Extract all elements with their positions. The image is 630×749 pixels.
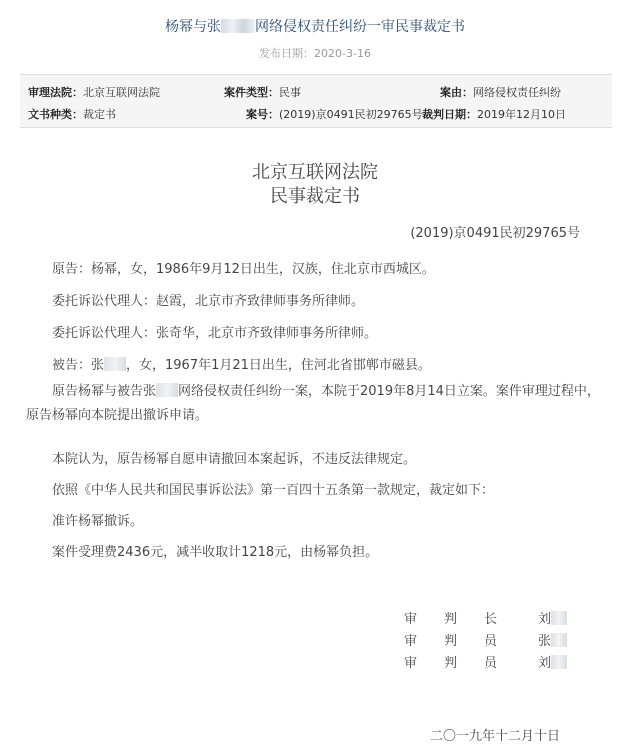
paragraph-fees: 案件受理费2436元，减半收取计1218元，由杨幂负担。 xyxy=(52,545,379,560)
meta-judge-date xyxy=(422,106,566,122)
meta-court xyxy=(28,84,160,100)
sign-date: 二〇一九年十二月十日 xyxy=(430,729,561,744)
summary-prefix: 原告杨幂与被告张 xyxy=(52,384,157,399)
meta-doc-type-value: 裁定书 xyxy=(83,108,116,121)
meta-case-no xyxy=(246,106,423,122)
judge-name-text: 张 xyxy=(538,634,552,649)
judge-row-3 xyxy=(404,652,552,671)
paragraph-case-summary xyxy=(26,380,612,428)
redacted-name-blur xyxy=(156,383,178,397)
paragraph-legal-basis: 依照《中华人民共和国民事诉讼法》第一百四十五条第一款规定，裁定如下： xyxy=(52,483,495,498)
redacted-name-blur xyxy=(221,19,255,33)
redacted-name-blur xyxy=(551,655,567,669)
title-suffix: 网络侵权责任纠纷一审民事裁定书 xyxy=(255,19,465,35)
redacted-name-blur xyxy=(104,357,126,371)
meta-cause xyxy=(440,84,561,100)
meta-case-no-label: 案号： xyxy=(246,108,279,121)
meta-case-type-label: 案件类型： xyxy=(224,86,279,99)
publish-date: 发布日期：2020-3-16 xyxy=(259,47,371,60)
defendant-suffix: ，女，1967年1月21日出生，住河北省邯郸市磁县。 xyxy=(126,358,431,373)
paragraph-court-opinion: 本院认为，原告杨幂自愿申请撤回本案起诉，不违反法律规定。 xyxy=(52,452,417,467)
meta-doc-type-label: 文书种类： xyxy=(28,108,83,121)
judge-role-char: 审 xyxy=(404,656,418,671)
judge-name xyxy=(538,652,567,671)
doc-title-heading: 民事裁定书 xyxy=(270,186,360,207)
paragraph-plaintiff: 原告：杨幂，女，1986年9月12日出生，汉族，住北京市西城区。 xyxy=(52,262,435,277)
judge-name-text: 刘 xyxy=(538,612,552,627)
judge-role-char: 审 xyxy=(404,634,418,649)
defendant-prefix: 被告：张 xyxy=(52,358,105,373)
judge-role-char: 判 xyxy=(444,656,458,671)
judge-role-char: 审 xyxy=(404,612,418,627)
case-number: (2019)京0491民初29765号 xyxy=(410,226,580,241)
meta-judge-date-value: 2019年12月10日 xyxy=(477,108,566,121)
document-title xyxy=(0,16,630,36)
paragraph-defendant xyxy=(52,354,612,373)
meta-court-value: 北京互联网法院 xyxy=(83,86,160,99)
meta-cause-value: 网络侵权责任纠纷 xyxy=(473,86,561,99)
judge-row-2 xyxy=(404,630,552,649)
meta-doc-type xyxy=(28,106,116,122)
meta-cause-label: 案由： xyxy=(440,86,473,99)
meta-judge-date-label: 裁判日期： xyxy=(422,108,477,121)
meta-case-type xyxy=(224,84,301,100)
title-prefix: 杨幂与张 xyxy=(165,19,221,35)
redacted-name-blur xyxy=(551,633,567,647)
judge-name xyxy=(538,608,567,627)
judge-name xyxy=(538,630,567,649)
meta-case-no-value: (2019)京0491民初29765号 xyxy=(279,108,423,121)
paragraph-agent-1: 委托诉讼代理人：赵霞，北京市齐致律师事务所律师。 xyxy=(52,294,365,309)
judge-row-presiding xyxy=(404,608,552,627)
paragraph-agent-2: 委托诉讼代理人：张奇华，北京市齐致律师事务所律师。 xyxy=(52,326,378,341)
case-meta-panel xyxy=(20,74,612,128)
judge-name-text: 刘 xyxy=(538,656,552,671)
court-name-heading: 北京互联网法院 xyxy=(252,162,378,183)
meta-court-label: 审理法院： xyxy=(28,86,83,99)
meta-case-type-value: 民事 xyxy=(279,86,301,99)
judge-role-char: 员 xyxy=(484,634,498,649)
paragraph-ruling: 准许杨幂撤诉。 xyxy=(52,514,144,529)
judge-role-char: 判 xyxy=(444,612,458,627)
summary-suffix: 网络侵权责任纠纷一案，本院于2019年8月14日立案。案件审理过程中，原告杨幂向本院提出撤诉申请。 xyxy=(26,384,600,423)
judge-role-char: 员 xyxy=(484,656,498,671)
judge-role-char: 判 xyxy=(444,634,458,649)
judge-role-char: 长 xyxy=(484,612,498,627)
redacted-name-blur xyxy=(551,611,567,625)
